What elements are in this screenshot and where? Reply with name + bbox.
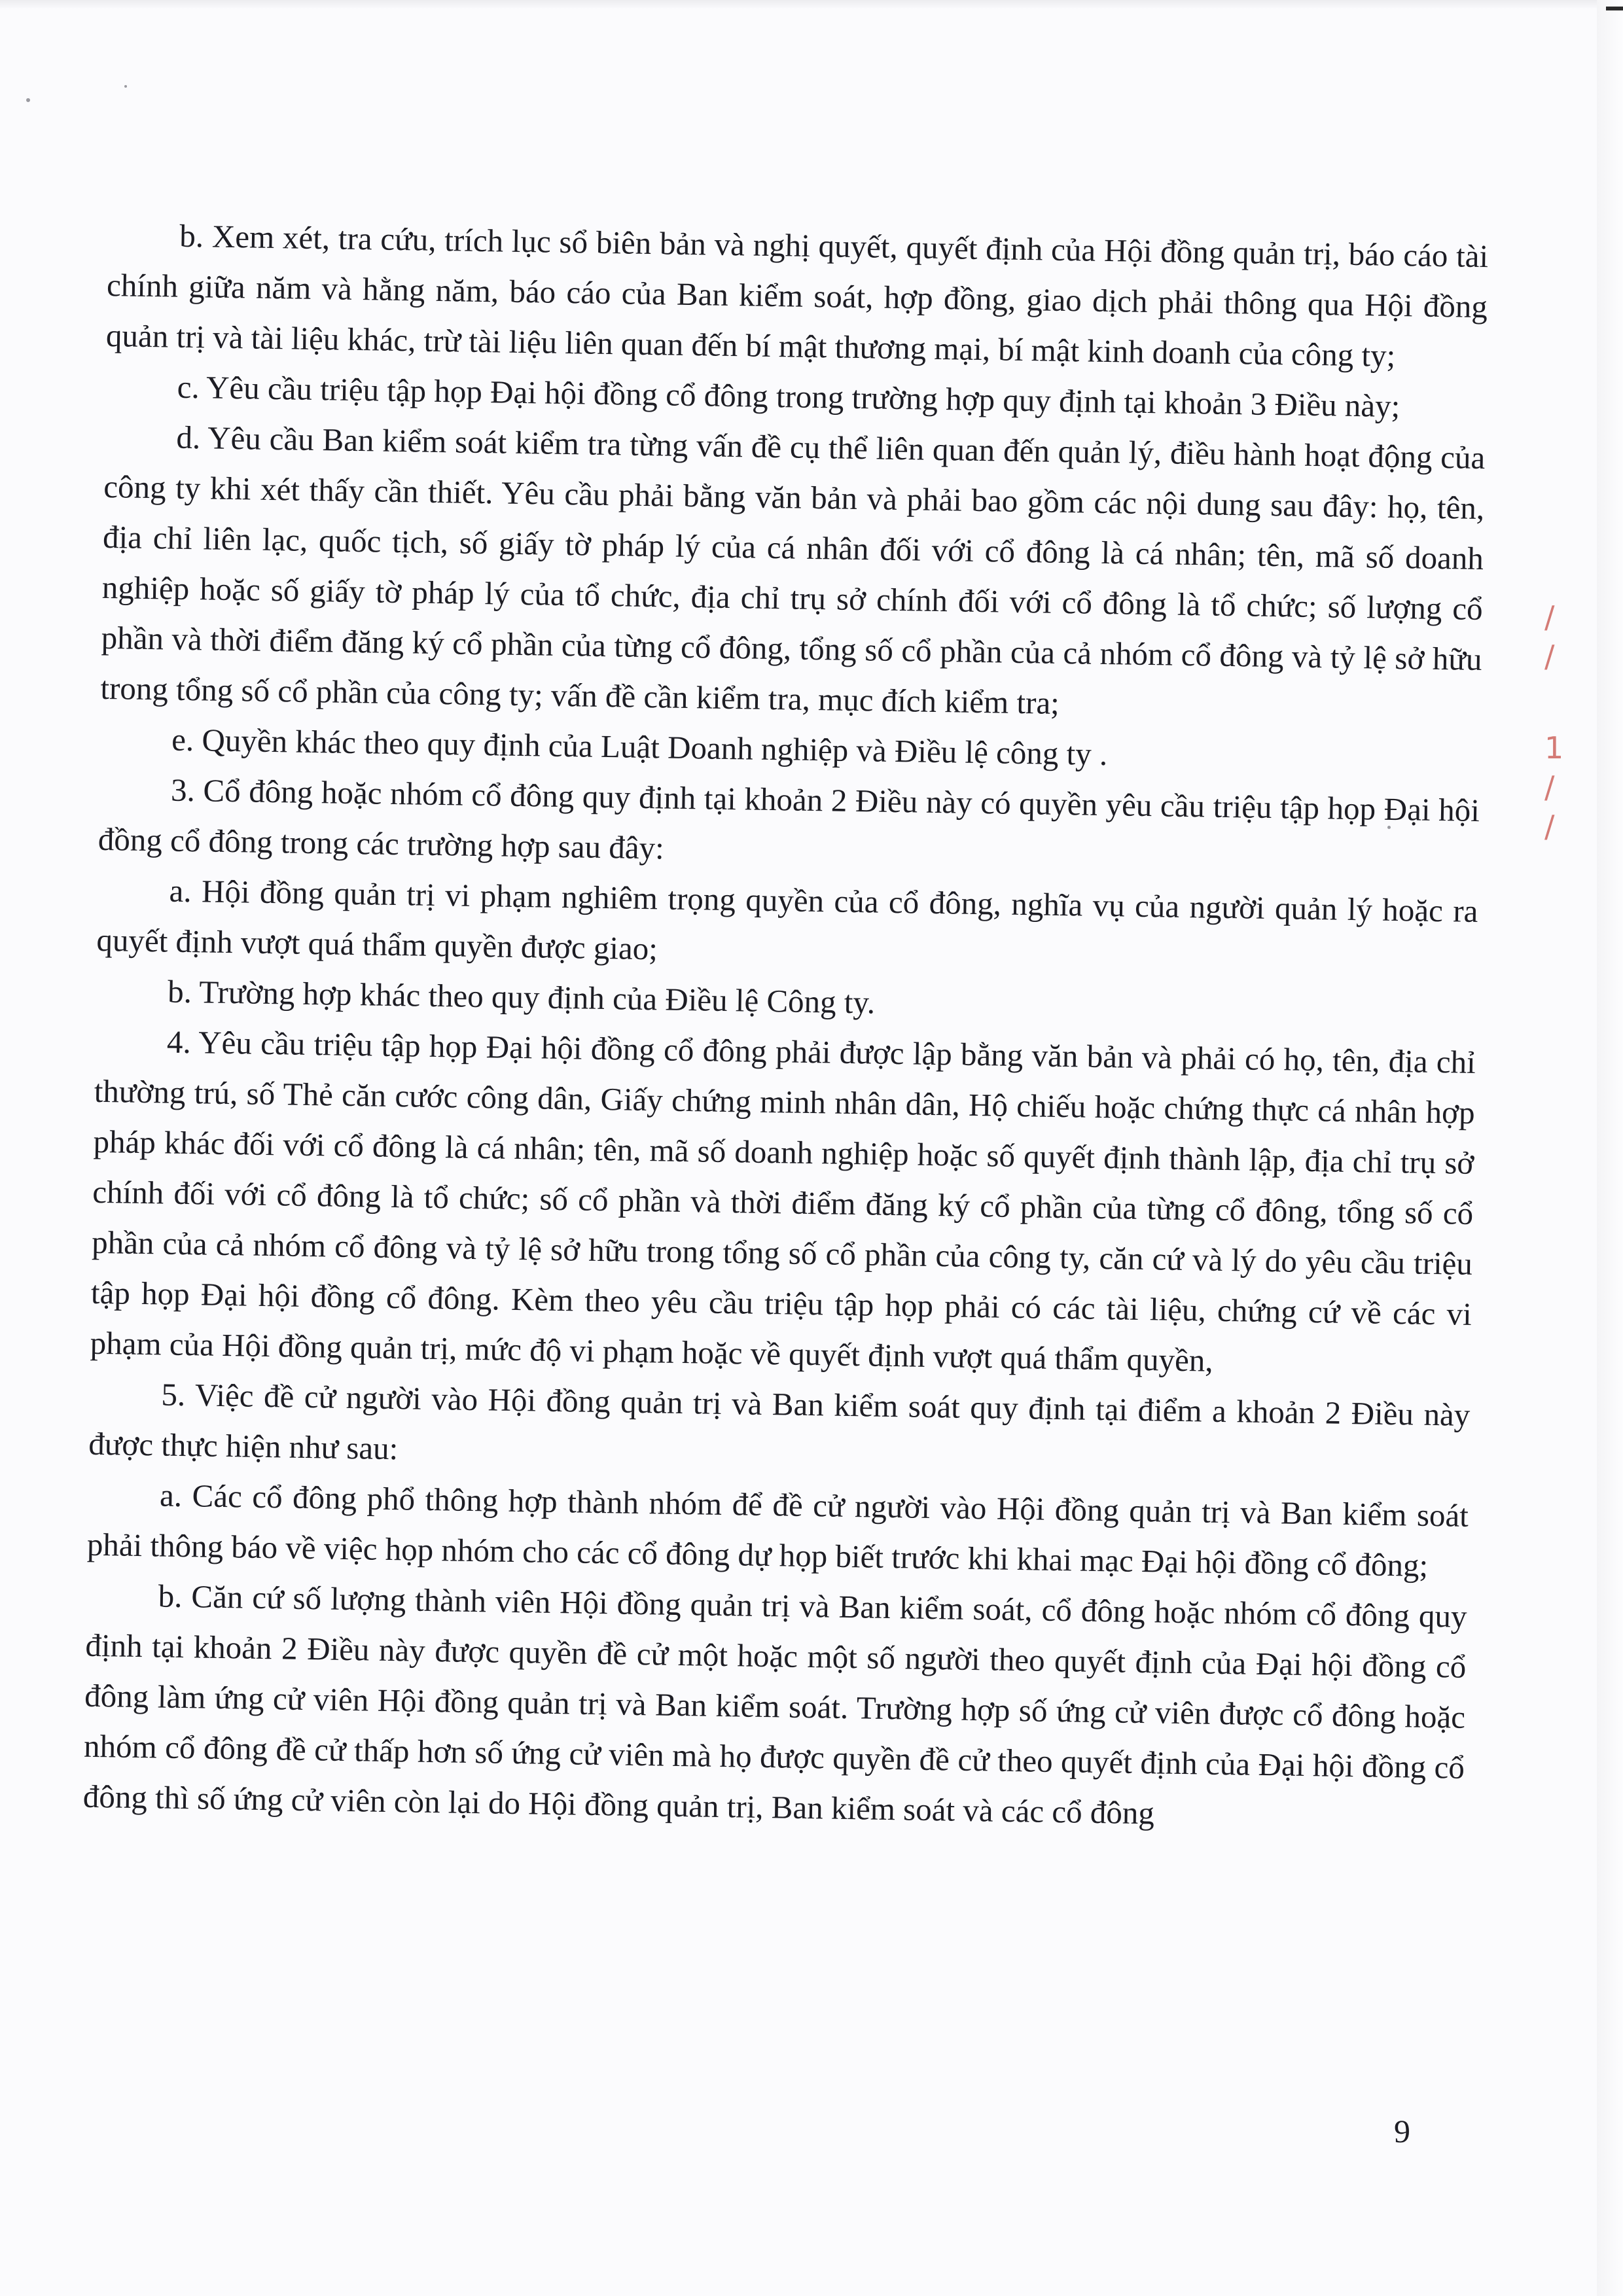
document-body [82, 209, 1488, 1843]
margin-red-marks: / / 1 / / [1544, 599, 1564, 844]
scan-speck [124, 85, 127, 88]
page-number: 9 [1394, 2113, 1410, 2149]
scan-speck [26, 98, 30, 102]
scan-top-edge [0, 0, 1623, 9]
paragraph-c-request-meeting: c. Yêu cầu triệu tập họp Đại hội đồng cổ đông trong trường hợp quy định tại khoản 3 Điều này; [177, 368, 1400, 425]
scan-corner-mark [1606, 7, 1623, 10]
scan-right-edge [1597, 0, 1623, 2296]
paragraph-5-nomination: 5. Việc đề cử người vào Hội đồng quản trị và Ban kiểm soát quy định tại điểm a khoản 2 Điều này được thực hiện như sau: [88, 1376, 1471, 1467]
paragraph-e-other-rights: e. Quyền khác theo quy định của Luật Doanh nghiệp và Điều lệ công ty . [171, 721, 1108, 773]
paragraph-3-meeting-conditions: 3. Cổ đông hoặc nhóm cổ đông quy định tại khoản 2 Điều này có quyền yêu cầu triệu tập họp Đại hội đồng cổ đông trong các trường hợp sau đây: [98, 771, 1480, 866]
paragraph-5b-candidate-count: b. Căn cứ số lượng thành viên Hội đồng quản trị và Ban kiểm soát, cổ đông hoặc nhóm cổ đông quy định tại khoản 2 Điều này được quyền đề cử một hoặc một số người theo quyết định của Đại hội đồng cổ đông làm ứng cử viên Hội đồng quản trị và Ban kiểm soát. Trường hợp số ứng cử viên được cổ đông hoặc nhóm cổ đông đề cử thấp hơn số ứng cử viên mà họ được quyền đề cử theo quyết định của Đại hội đồng cổ đông thì số ứng cử viên còn lại do Hội đồng quản trị, Ban kiểm soát và các cổ đông [82, 1578, 1467, 1831]
paragraph-4-meeting-request-form: 4. Yêu cầu triệu tập họp Đại hội đồng cổ đông phải được lập bằng văn bản và phải có họ, tên, địa chỉ thường trú, số Thẻ căn cước công dân, Giấy chứng minh nhân dân, Hộ chiếu hoặc chứng thực cá nhân hợp pháp khác đối với cổ đông là cá nhân; tên, mã số doanh nghiệp hoặc số quyết định thành lập, địa chỉ trụ sở chính đối với cổ đông là tổ chức; số cổ phần và thời điểm đăng ký cổ phần của từng cổ đông, tổng số cổ phần của cả nhóm cổ đông và tỷ lệ sở hữu trong tổng số cổ phần của công ty, căn cứ và lý do yêu cầu triệu tập họp Đại hội đồng cổ đông. Kèm theo yêu cầu triệu tập họp phải có các tài liệu, chứng cứ về các vi phạm của Hội đồng quản trị, mức độ vi phạm hoặc về quyết định vượt quá thẩm quyền, [90, 1023, 1476, 1379]
paragraph-3a-board-violation: a. Hội đồng quản trị vi phạm nghiêm trọng quyền của cổ đông, nghĩa vụ của người quản lý hoặc ra quyết định vượt quá thẩm quyền được giao; [96, 872, 1478, 967]
paragraph-b-review-records: b. Xem xét, tra cứu, trích lục sổ biên bản và nghị quyết, quyết định của Hội đồng quản trị, báo cáo tài chính giữa năm và hằng năm, báo cáo của Ban kiểm soát, hợp đồng, giao dịch phải thông qua Hội đồng quản trị và tài liệu khác, trừ tài liệu liên quan đến bí mật thương mại, bí mật kinh doanh của công ty; [105, 217, 1489, 374]
paragraph-3b-other-cases: b. Trường hợp khác theo quy định của Điều lệ Công ty. [167, 973, 876, 1021]
paragraph-5a-group-notice: a. Các cổ đông phổ thông hợp thành nhóm để đề cử người vào Hội đồng quản trị và Ban kiểm soát phải thông báo về việc họp nhóm cho các cổ đông dự họp biết trước khi khai mạc Đại hội đồng cổ đông; [86, 1477, 1469, 1583]
paragraph-d-request-inspection: d. Yêu cầu Ban kiểm soát kiểm tra từng vấn đề cụ thể liên quan đến quản lý, điều hành hoạt động của công ty khi xét thấy cần thiết. Yêu cầu phải bằng văn bản và phải bao gồm các nội dung sau đây: họ, tên, địa chỉ liên lạc, quốc tịch, số giấy tờ pháp lý của cá nhân đối với cổ đông là cá nhân; tên, mã số doanh nghiệp hoặc số giấy tờ pháp lý của tổ chức, địa chỉ trụ sở chính đối với cổ đông là tổ chức; số lượng cổ phần và thời điểm đăng ký cổ phần của từng cổ đông, tổng số cổ phần của cả nhóm cổ đông và tỷ lệ sở hữu trong tổng số cổ phần của công ty; vấn đề cần kiểm tra, mục đích kiểm tra; [100, 419, 1486, 721]
